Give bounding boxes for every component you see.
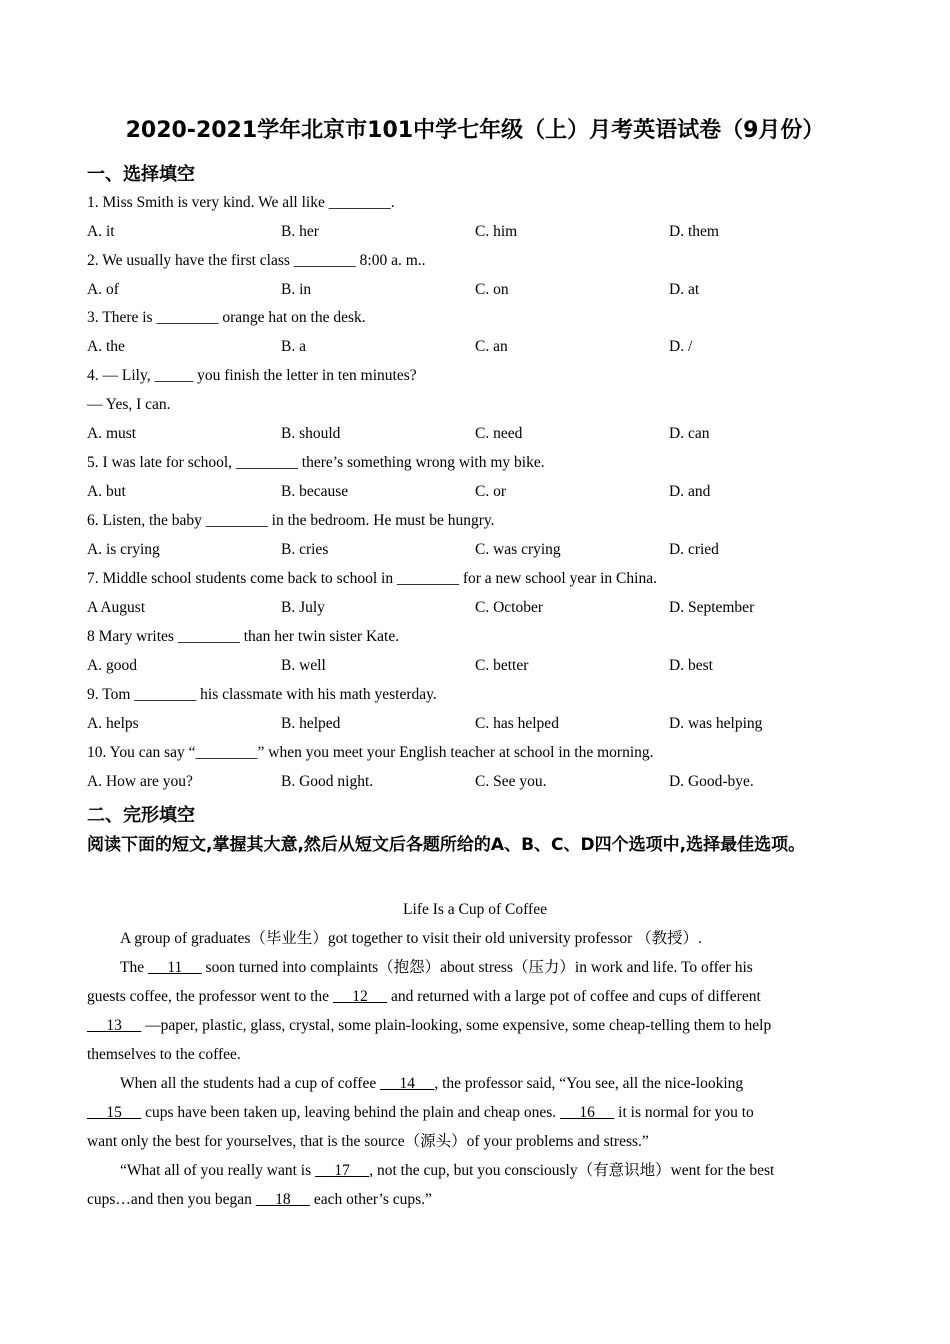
option-a: A. is crying bbox=[87, 541, 160, 558]
passage-text: cups have been taken up, leaving behind the plain and cheap ones. bbox=[141, 1104, 561, 1121]
passage-line bbox=[120, 1074, 743, 1094]
passage-line bbox=[87, 1016, 771, 1036]
blank-number: 16 bbox=[579, 1104, 595, 1121]
option-c: C. better bbox=[475, 657, 529, 674]
section2-instruction: 阅读下面的短文,掌握其大意,然后从短文后各题所给的A、B、C、D四个选项中,选择最佳选项。 bbox=[87, 835, 806, 855]
page-title: 2020-2021学年北京市101中学七年级（上）月考英语试卷（9月份） bbox=[125, 118, 825, 143]
option-d: D. and bbox=[669, 483, 711, 500]
passage-text: cups…and then you began bbox=[87, 1191, 256, 1208]
blank-12 bbox=[333, 987, 387, 1007]
option-a: A August bbox=[87, 599, 146, 616]
passage-text: guests coffee, the professor went to the bbox=[87, 988, 333, 1005]
option-a: A. of bbox=[87, 281, 119, 298]
blank-number: 18 bbox=[275, 1191, 291, 1208]
passage-text: and returned with a large pot of coffee and cups of different bbox=[387, 988, 761, 1005]
option-d: D. / bbox=[669, 338, 693, 355]
option-d: D. them bbox=[669, 223, 719, 240]
option-b: B. Good night. bbox=[281, 773, 374, 790]
passage-line bbox=[120, 1161, 774, 1181]
blank-number: 14 bbox=[399, 1075, 415, 1092]
passage-text: themselves to the coffee. bbox=[87, 1046, 241, 1063]
option-d: D. Good-bye. bbox=[669, 773, 754, 790]
passage-text: each other’s cups.” bbox=[310, 1191, 432, 1208]
option-c: C. need bbox=[475, 425, 523, 442]
blank-number: 17 bbox=[334, 1162, 350, 1179]
blank-number: 15 bbox=[106, 1104, 122, 1121]
option-b: B. because bbox=[281, 483, 349, 500]
option-c: C. him bbox=[475, 223, 518, 240]
option-b: B. should bbox=[281, 425, 341, 442]
question-stem: 8 Mary writes ________ than her twin sister Kate. bbox=[87, 628, 400, 645]
option-d: D. September bbox=[669, 599, 755, 616]
question-stem: 9. Tom ________ his classmate with his math yesterday. bbox=[87, 686, 437, 703]
option-a: A. How are you? bbox=[87, 773, 193, 790]
passage-line bbox=[87, 1190, 432, 1210]
section2-heading: 二、完形填空 bbox=[87, 805, 195, 826]
passage-text: A group of graduates（毕业生）got together to visit their old university professor （教授）. bbox=[120, 930, 703, 947]
blank-17 bbox=[315, 1161, 369, 1181]
section1-heading: 一、选择填空 bbox=[87, 164, 195, 185]
option-d: D. was helping bbox=[669, 715, 763, 732]
option-b: B. July bbox=[281, 599, 325, 616]
blank-13 bbox=[87, 1016, 141, 1036]
question-stem: 10. You can say “________” when you meet your English teacher at school in the morning. bbox=[87, 744, 654, 761]
option-c: C. was crying bbox=[475, 541, 561, 558]
question-stem: 5. I was late for school, ________ there’s something wrong with my bike. bbox=[87, 454, 545, 471]
passage-line bbox=[87, 987, 761, 1007]
blank-number: 11 bbox=[167, 959, 183, 976]
option-d: D. cried bbox=[669, 541, 719, 558]
passage-title: Life Is a Cup of Coffee bbox=[403, 901, 547, 918]
blank-15 bbox=[87, 1103, 141, 1123]
passage-text: —paper, plastic, glass, crystal, some plain-looking, some expensive, some cheap-telling them to help bbox=[141, 1017, 772, 1034]
option-b: B. a bbox=[281, 338, 306, 355]
option-c: C. an bbox=[475, 338, 508, 355]
blank-number: 13 bbox=[106, 1017, 122, 1034]
question-stem: 7. Middle school students come back to school in ________ for a new school year in China. bbox=[87, 570, 657, 587]
passage-text: , the professor said, “You see, all the nice-looking bbox=[434, 1075, 744, 1092]
option-a: A. helps bbox=[87, 715, 139, 732]
option-b: B. cries bbox=[281, 541, 329, 558]
passage-line bbox=[120, 929, 702, 949]
passage-text: “What all of you really want is bbox=[120, 1162, 315, 1179]
option-a: A. but bbox=[87, 483, 126, 500]
passage-text: want only the best for yourselves, that is the source（源头）of your problems and stress.” bbox=[87, 1133, 649, 1150]
question-stem: 2. We usually have the first class ________ 8:00 a. m.. bbox=[87, 252, 426, 269]
option-c: C. October bbox=[475, 599, 544, 616]
option-d: D. best bbox=[669, 657, 713, 674]
option-b: B. helped bbox=[281, 715, 341, 732]
blank-16 bbox=[560, 1103, 614, 1123]
passage-text: it is normal for you to bbox=[614, 1104, 754, 1121]
passage-text: The bbox=[120, 959, 148, 976]
question-stem: 3. There is ________ orange hat on the desk. bbox=[87, 309, 366, 326]
passage-line bbox=[87, 1103, 754, 1123]
option-b: B. well bbox=[281, 657, 326, 674]
passage-line bbox=[87, 1045, 241, 1065]
option-c: C. See you. bbox=[475, 773, 547, 790]
option-c: C. has helped bbox=[475, 715, 559, 732]
option-a: A. it bbox=[87, 223, 115, 240]
passage-text: , not the cup, but you consciously（有意识地）went for the best bbox=[369, 1162, 775, 1179]
passage-line bbox=[120, 958, 753, 978]
question-stem: 4. — Lily, _____ you finish the letter in ten minutes? bbox=[87, 367, 417, 384]
option-b: B. in bbox=[281, 281, 312, 298]
blank-number: 12 bbox=[352, 988, 368, 1005]
question-stem: 1. Miss Smith is very kind. We all like ________. bbox=[87, 194, 395, 211]
question-reply: — Yes, I can. bbox=[87, 396, 171, 413]
option-b: B. her bbox=[281, 223, 319, 240]
passage-text: soon turned into complaints（抱怨）about stress（压力）in work and life. To offer his bbox=[201, 959, 753, 976]
option-a: A. the bbox=[87, 338, 125, 355]
passage-text: When all the students had a cup of coffee bbox=[120, 1075, 381, 1092]
blank-14 bbox=[380, 1074, 434, 1094]
option-a: A. good bbox=[87, 657, 137, 674]
option-c: C. or bbox=[475, 483, 506, 500]
question-stem: 6. Listen, the baby ________ in the bedroom. He must be hungry. bbox=[87, 512, 495, 529]
option-d: D. at bbox=[669, 281, 700, 298]
option-a: A. must bbox=[87, 425, 137, 442]
passage-line bbox=[87, 1132, 649, 1152]
option-c: C. on bbox=[475, 281, 509, 298]
blank-18 bbox=[256, 1190, 310, 1210]
option-d: D. can bbox=[669, 425, 710, 442]
blank-11 bbox=[148, 958, 202, 978]
